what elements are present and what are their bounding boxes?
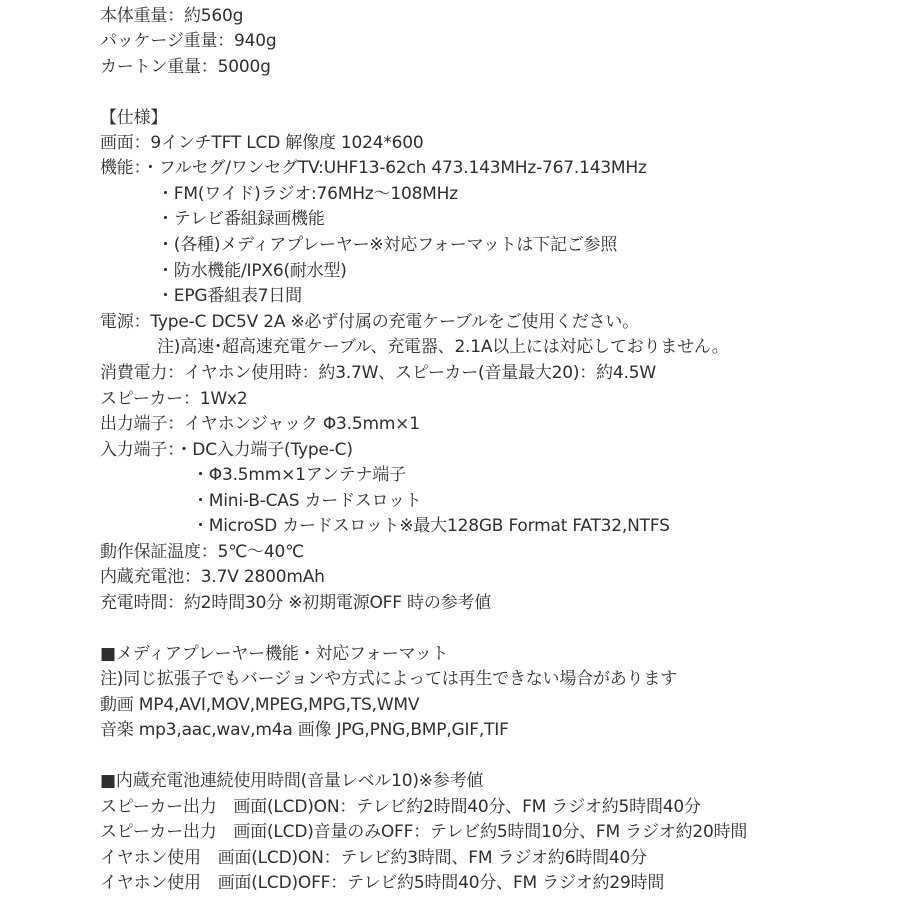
spec-charge-time: 充電時間：約2時間30分 ※初期電源OFF 時の参考値 [100, 593, 492, 613]
media-video: 動画 MP4,AVI,MOV,MPEG,MPG,TS,WMV [100, 695, 420, 715]
spec-consumption: 消費電力：イヤホン使用時：約3.7W、スピーカー(音量最大20)：約4.5W [100, 363, 656, 383]
function-item: ・FM(ワイド)ラジオ:76MHz～108MHz [157, 184, 458, 204]
carton-weight: カートン重量：5000g [100, 57, 271, 77]
media-audio: 音楽 mp3,aac,wav,m4a 画像 JPG,PNG,BMP,GIF,TIF [100, 720, 509, 740]
spec-screen: 画面：9インチTFT LCD 解像度 1024*600 [100, 133, 424, 153]
media-note: 注)同じ拡張子でもバージョンや方式によっては再生できない場合があります [100, 669, 677, 689]
function-item: ・防水機能/IPX6(耐水型) [157, 261, 347, 281]
battery-life-row: イヤホン使用 画面(LCD)ON：テレビ約3時間、FM ラジオ約6時間40分 [100, 848, 647, 868]
spec-power-note: 注)高速･超高速充電ケーブル、充電器、2.1A以上には対応しておりません。 [157, 337, 729, 357]
spec-battery: 内蔵充電池：3.7V 2800mAh [100, 567, 325, 587]
input-item: ・Mini-B-CAS カードスロット [192, 491, 422, 511]
spec-output: 出力端子：イヤホンジャック Φ3.5mm×1 [100, 414, 420, 434]
spec-temperature: 動作保証温度：5℃～40℃ [100, 542, 305, 562]
function-item: ・EPG番組表7日間 [157, 286, 302, 306]
battery-life-row: イヤホン使用 画面(LCD)OFF：テレビ約5時間40分、FM ラジオ約29時間 [100, 873, 665, 893]
function-item: ・テレビ番組録画機能 [157, 209, 325, 229]
input-item: ・MicroSD カードスロット※最大128GB Format FAT32,NTFS [192, 516, 670, 536]
spec-power: 電源：Type-C DC5V 2A ※必ず付属の充電ケーブルをご使用ください。 [100, 312, 640, 332]
package-weight: パッケージ重量：940g [100, 31, 277, 51]
spec-function: 機能：・フルセグ/ワンセグTV:UHF13-62ch 473.143MHz-767.143MHz [100, 158, 647, 178]
spec-speaker: スピーカー：1Wx2 [100, 389, 248, 409]
spec-input: 入力端子：・DC入力端子(Type-C) [100, 440, 353, 460]
media-heading: ■メディアプレーヤー機能・対応フォーマット [100, 644, 449, 664]
battery-life-heading: ■内蔵充電池連続使用時間(音量レベル10)※参考値 [100, 771, 484, 791]
battery-life-row: スピーカー出力 画面(LCD)音量のみOFF：テレビ約5時間10分、FM ラジオ約20時間 [100, 822, 748, 842]
function-item: ・(各種)メディアプレーヤー※対応フォーマットは下記ご参照 [157, 235, 618, 255]
body-weight: 本体重量：約560g [100, 6, 244, 26]
input-item: ・Φ3.5mm×1アンテナ端子 [192, 465, 406, 485]
battery-life-row: スピーカー出力 画面(LCD)ON：テレビ約2時間40分、FM ラジオ約5時間40分 [100, 797, 701, 817]
spec-heading: 【仕様】 [100, 108, 168, 128]
